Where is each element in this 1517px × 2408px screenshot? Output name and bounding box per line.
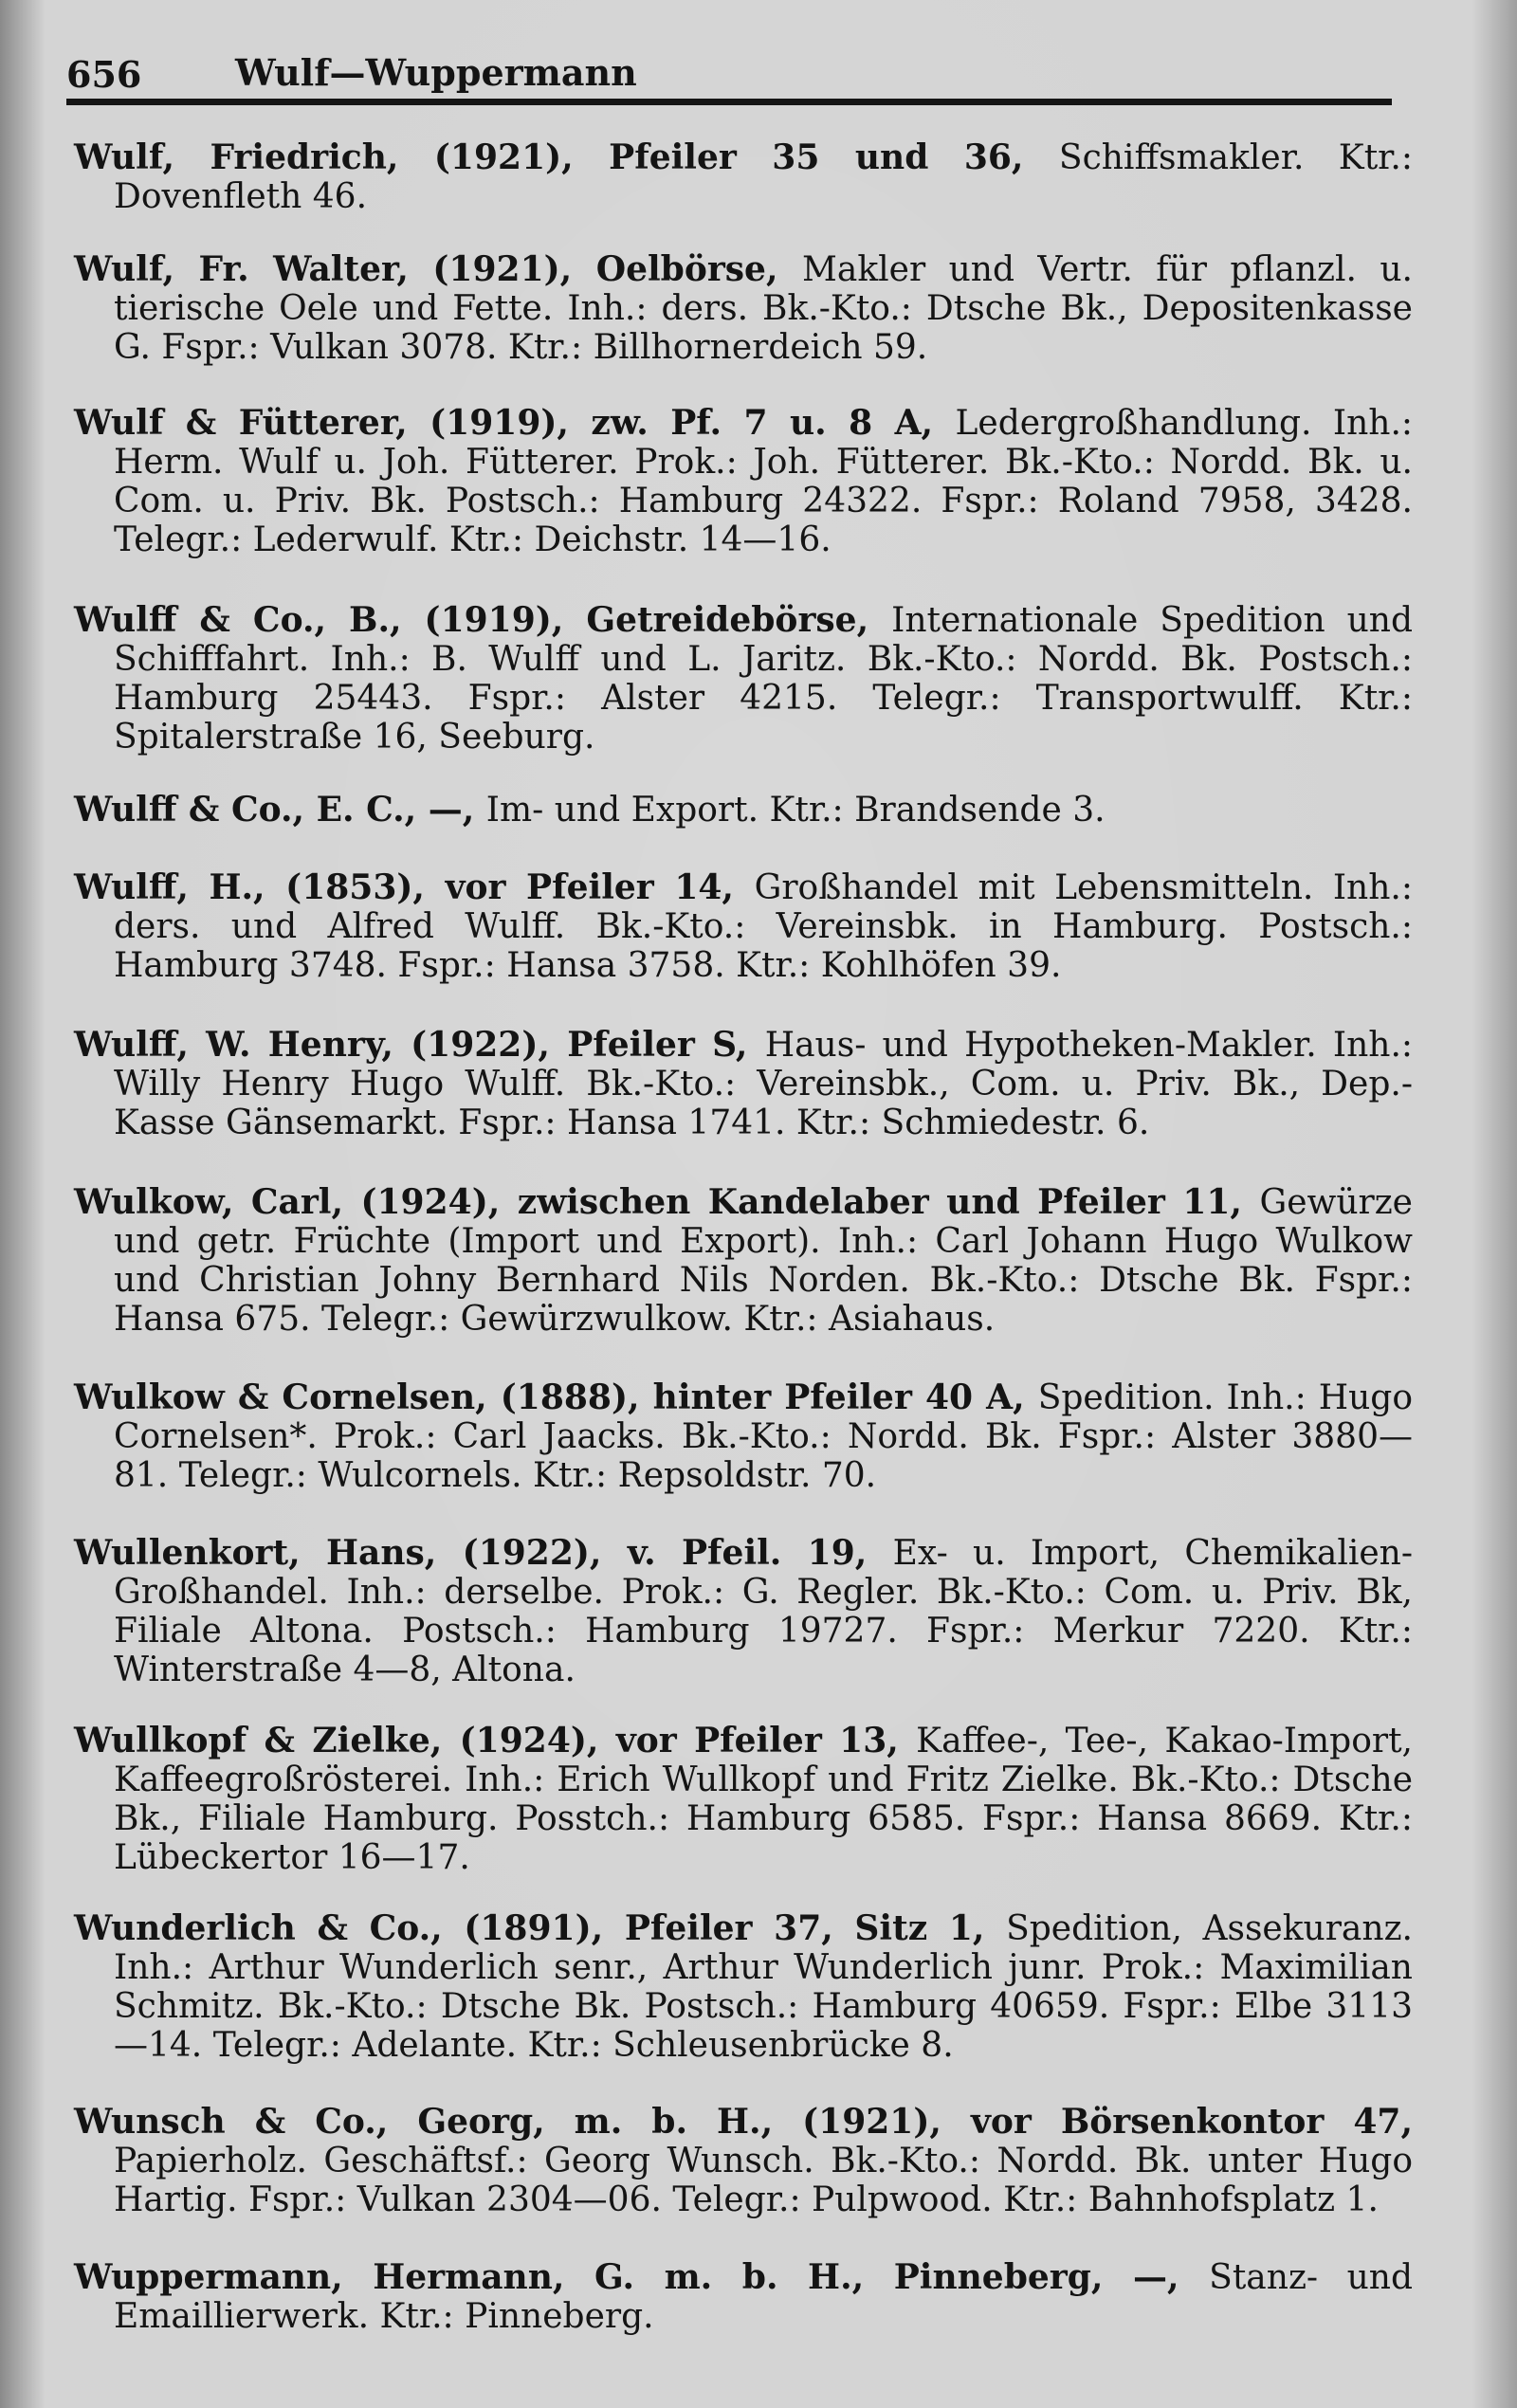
entry-name: Wulff & Co., B., (1919), xyxy=(74,600,587,640)
entry-location: —, xyxy=(428,790,486,830)
entry-details: Internationale Spedition und Schifffahrt. Inh.: B. Wulff und L. Jaritz. Bk.-Kto.: Nordd. Bk. Postsch.: Hamburg 25443. Fspr.: Alster 4215. Telegr.: Transportwulff. Ktr.: Spitalerstraße 16, Seeburg. xyxy=(114,601,1413,757)
entry-details: Schiffsmakler. Ktr.: Dovenfleth 46. xyxy=(114,138,1413,216)
entry-location: vor Pfeiler 14, xyxy=(445,867,755,907)
entry-details: Papierholz. Geschäftsf.: Georg Wunsch. Bk.-Kto.: Nordd. Bk. unter Hugo Hartig. Fspr.: Vulkan 2304—06. Telegr.: Pulpwood. Ktr.: Bahnhofsplatz 1. xyxy=(114,2142,1413,2219)
directory-entry xyxy=(74,1534,1413,1689)
entry-name: Wulf, Fr. Walter, (1921), xyxy=(74,249,596,289)
entry-name: Wullenkort, Hans, (1922), xyxy=(74,1533,628,1573)
page-number: 656 xyxy=(66,53,142,96)
entry-location: vor Börsenkontor 47, xyxy=(970,2102,1413,2142)
entry-location: zwischen Kandelaber und Pfeiler 11, xyxy=(517,1182,1260,1222)
entry-name: Wulf & Fütterer, (1919), xyxy=(74,403,592,443)
entry-details: Großhandel mit Lebensmitteln. Inh.: ders. und Alfred Wulff. Bk.-Kto.: Vereinsbk. in Hamburg. Postsch.: Hamburg 3748. Fspr.: Hansa 3758. Ktr.: Kohlhöfen 39. xyxy=(114,868,1413,985)
entry-name: Wuppermann, Hermann, G. m. b. H., Pinneberg, xyxy=(74,2257,1134,2297)
entry-name: Wulff, H., (1853), xyxy=(74,867,446,907)
directory-entry xyxy=(74,1722,1413,1877)
directory-entry xyxy=(74,1378,1413,1495)
entry-location: hinter Pfeiler 40 A, xyxy=(652,1377,1038,1417)
entry-location: —, xyxy=(1133,2257,1210,2297)
entry-details: Spedition. Inh.: Hugo Cornelsen*. Prok.: Carl Jaacks. Bk.-Kto.: Nordd. Bk. Fspr.: Alster 3880—81. Telegr.: Wulcornels. Ktr.: Repsoldstr. 70. xyxy=(114,1378,1414,1495)
directory-entry xyxy=(74,601,1413,757)
directory-entry xyxy=(74,138,1413,216)
entry-details: Makler und Vertr. für pflanzl. u. tierische Oele und Fette. Inh.: ders. Bk.-Kto.: Dtsche Bk., Depositenkasse G. Fspr.: Vulkan 3078. Ktr.: Billhornerdeich 59. xyxy=(114,250,1413,367)
directory-entry xyxy=(74,2103,1413,2219)
directory-entry xyxy=(74,868,1413,985)
page-header xyxy=(66,46,1394,99)
entry-name: Wullkopf & Zielke, (1924), xyxy=(74,1721,616,1760)
entry-details: Spedition, Assekuranz. Inh.: Arthur Wunderlich senr., Arthur Wunderlich junr. Prok.: Maximilian Schmitz. Bk.-Kto.: Dtsche Bk. Postsch.: Hamburg 40659. Fspr.: Elbe 3113—14. Telegr.: Adelante. Ktr.: Schleusenbrücke 8. xyxy=(114,1909,1413,2065)
directory-entry xyxy=(74,250,1413,367)
entry-name: Wunsch & Co., Georg, m. b. H., (1921), xyxy=(74,2102,971,2142)
directory-entry xyxy=(74,1026,1413,1142)
entry-details: Ex- u. Import, Chemikalien-Großhandel. Inh.: derselbe. Prok.: G. Regler. Bk.-Kto.: Com. u. Priv. Bk, Filiale Altona. Postsch.: Hamburg 19727. Fspr.: Merkur 7220. Ktr.: Winterstraße 4—8, Altona. xyxy=(114,1534,1414,1689)
entry-name: Wulkow, Carl, (1924), xyxy=(74,1182,518,1222)
entry-name: Wulff, W. Henry, (1922), xyxy=(74,1025,568,1065)
entry-details: Haus- und Hypotheken-Makler. Inh.: Willy Henry Hugo Wulff. Bk.-Kto.: Vereinsbk., Com. u. Priv. Bk., Dep.-Kasse Gänsemarkt. Fspr.: Hansa 1741. Ktr.: Schmiedestr. 6. xyxy=(114,1026,1414,1142)
entry-location: Pfeiler S, xyxy=(567,1025,765,1065)
entry-name: Wulkow & Cornelsen, (1888), xyxy=(74,1377,653,1417)
entry-location: zw. Pf. 7 u. 8 A, xyxy=(591,403,956,443)
directory-entry xyxy=(74,791,1413,830)
directory-entry xyxy=(74,1183,1413,1339)
entry-location: Pfeiler 37, Sitz 1, xyxy=(624,1908,1007,1948)
entry-details: Ledergroßhandlung. Inh.: Herm. Wulf u. Joh. Fütterer. Prok.: Joh. Fütterer. Bk.-Kto.: Nordd. Bk. u. Com. u. Priv. Bk. Postsch.: Hamburg 24322. Fspr.: Roland 7958, 3428. Telegr.: Lederwulf. Ktr.: Deichstr. 14—16. xyxy=(114,404,1414,559)
entry-details: Gewürze und getr. Früchte (Import und Export). Inh.: Carl Johann Hugo Wulkow und Christian Johny Bernhard Nils Norden. Bk.-Kto.: Dtsche Bk. Fspr.: Hansa 675. Telegr.: Gewürzwulkow. Ktr.: Asiahaus. xyxy=(114,1183,1413,1339)
entry-name: Wulff & Co., E. C., xyxy=(74,790,429,830)
entry-location: vor Pfeiler 13, xyxy=(615,1721,917,1760)
running-title: Wulf—Wuppermann xyxy=(235,51,637,94)
entry-name: Wunderlich & Co., (1891), xyxy=(74,1908,625,1948)
entry-location: Getreidebörse, xyxy=(586,600,892,640)
directory-entry xyxy=(74,2258,1413,2336)
entry-location: v. Pfeil. 19, xyxy=(627,1533,893,1573)
entry-location: Oelbörse, xyxy=(595,249,802,289)
entry-details: Im- und Export. Ktr.: Brandsende 3. xyxy=(485,791,1106,830)
entry-location: Pfeiler 35 und 36, xyxy=(609,137,1059,177)
header-rule xyxy=(66,99,1392,105)
entry-name: Wulf, Friedrich, (1921), xyxy=(74,137,610,177)
entry-details: Kaffee-, Tee-, Kakao-Import, Kaffeegroßrösterei. Inh.: Erich Wullkopf und Fritz Zielke. Bk.-Kto.: Dtsche Bk., Filiale Hamburg. Posstch.: Hamburg 6585. Fspr.: Hansa 8669. Ktr.: Lübeckertor 16—17. xyxy=(114,1722,1413,1877)
directory-entry xyxy=(74,1909,1413,2065)
entry-details: Stanz- und Emaillierwerk. Ktr.: Pinneberg. xyxy=(114,2258,1413,2336)
directory-entry xyxy=(74,404,1413,559)
